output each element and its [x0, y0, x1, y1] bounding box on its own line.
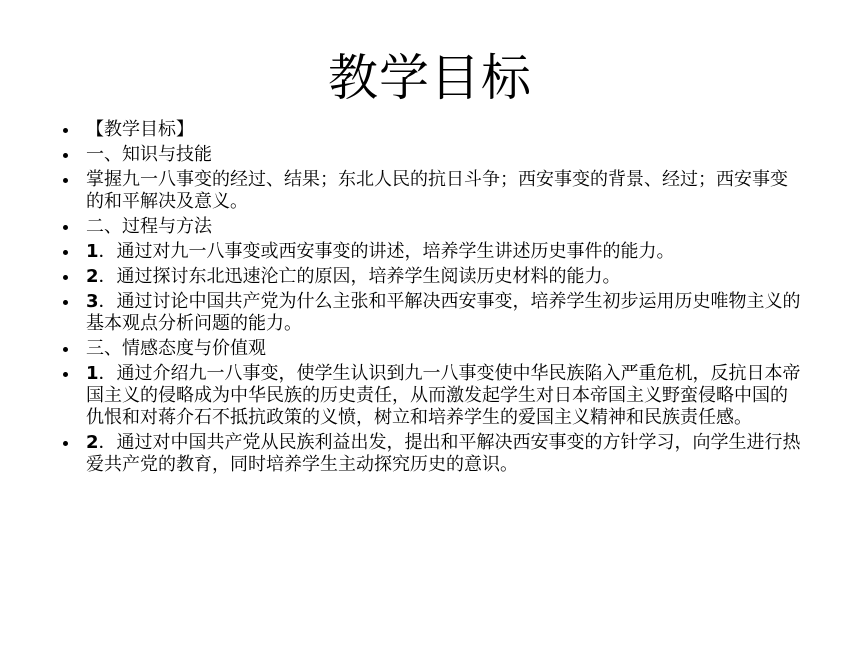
bullet-text: 掌握九一八事变的经过、结果；东北人民的抗日斗争；西安事变的背景、经过；西安事变的和平解决及意义。 — [86, 169, 788, 212]
bullet-text: 1．通过介绍九一八事变，使学生认识到九一八事变使中华民族陷入严重危机，反抗日本帝国主义的侵略成为中华民族的历史责任，从而激发起学生对日本帝国主义野蛮侵略中国的仇恨和对蒋介石不抵抗政策的义愤，树立和培养学生的爱国主义精神和民族责任感。 — [86, 363, 801, 428]
bullet-item — [63, 216, 803, 238]
bullet-number: 1 — [86, 363, 99, 384]
bullet-text: 【教学目标】 — [86, 119, 194, 140]
bullet-dot-icon — [63, 153, 68, 158]
bullet-dot-icon — [63, 275, 68, 280]
bullet-text: 2．通过探讨东北迅速沦亡的原因，培养学生阅读历史材料的能力。 — [86, 266, 621, 287]
bullet-dot-icon — [63, 441, 68, 446]
bullet-item — [63, 432, 803, 476]
slide-title: 教学目标 — [328, 49, 532, 107]
bullet-dot-icon — [63, 178, 68, 183]
bullet-number: 1 — [86, 241, 99, 262]
bullet-dot-icon — [63, 347, 68, 352]
bullet-dot-icon — [63, 128, 68, 133]
bullet-number: 2 — [86, 432, 99, 453]
bullet-dot-icon — [63, 225, 68, 230]
bullet-item — [63, 119, 803, 141]
bullet-item — [63, 266, 803, 288]
bullet-text: 1．通过对九一八事变或西安事变的讲述，培养学生讲述历史事件的能力。 — [86, 241, 675, 262]
bullet-dot-icon — [63, 372, 68, 377]
bullet-text: 2．通过对中国共产党从民族利益出发，提出和平解决西安事变的方针学习，向学生进行热爱共产党的教育，同时培养学生主动探究历史的意识。 — [86, 432, 801, 475]
bullet-list — [63, 119, 803, 479]
bullet-item — [63, 291, 803, 335]
bullet-text: 3．通过讨论中国共产党为什么主张和平解决西安事变，培养学生初步运用历史唯物主义的基本观点分析问题的能力。 — [86, 291, 801, 334]
bullet-item — [63, 338, 803, 360]
bullet-text: 一、知识与技能 — [86, 144, 212, 165]
bullet-number: 3 — [86, 291, 99, 312]
bullet-text: 三、情感态度与价值观 — [86, 338, 266, 359]
bullet-item — [63, 144, 803, 166]
bullet-item — [63, 363, 803, 429]
bullet-dot-icon — [63, 250, 68, 255]
bullet-text: 二、过程与方法 — [86, 216, 212, 237]
bullet-item — [63, 241, 803, 263]
bullet-dot-icon — [63, 300, 68, 305]
bullet-number: 2 — [86, 266, 99, 287]
bullet-item — [63, 169, 803, 213]
